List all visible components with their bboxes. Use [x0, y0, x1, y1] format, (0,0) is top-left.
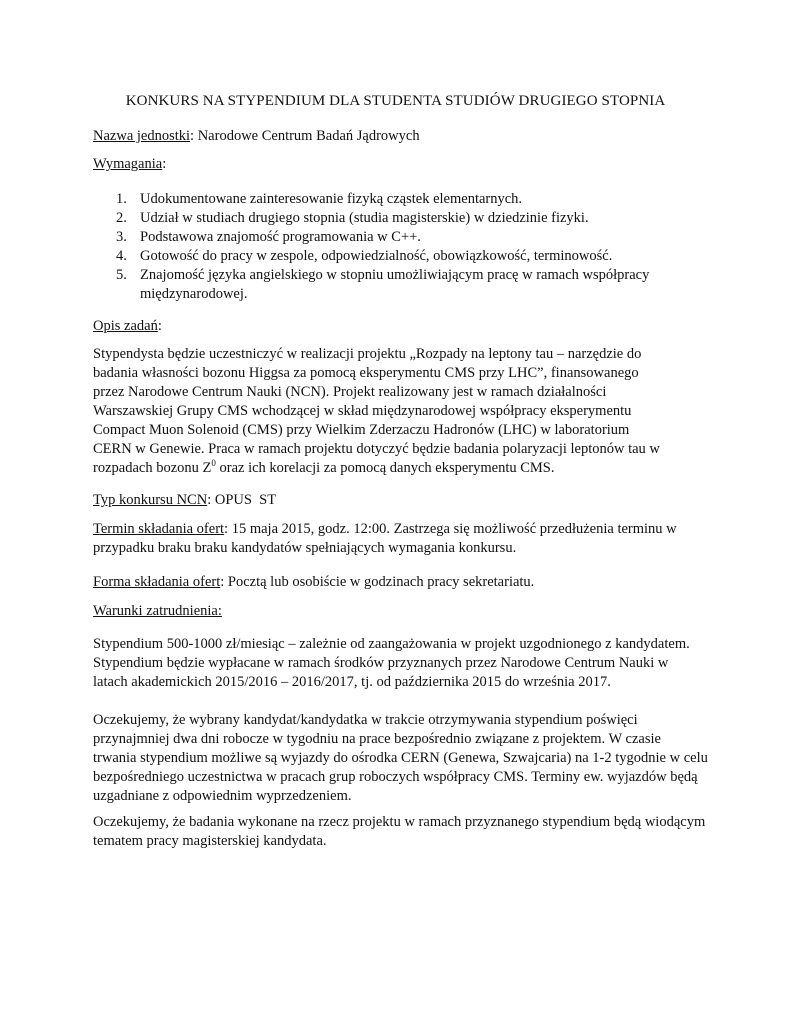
submission-form-label: Forma składania ofert — [93, 574, 221, 590]
list-item — [93, 209, 713, 228]
unit-value: Narodowe Centrum Badań Jądrowych — [197, 128, 420, 144]
employment-paragraph-2: Oczekujemy, że wybrany kandydat/kandydatka w trakcie otrzymywania stypendium poświęci przynajmniej dwa dni robocze w tygodniu na prace bezpośrednio związane z projektem. W czasie trwania stypendium możliwe są wyjazdy do ośrodka CERN (Genewa, Szwajcaria) na 1-2 tygodnie w celu bezpośredniego uczestnictwa w pracach grup roboczych współpracy CMS. Terminy ew. wyjazdów będą uzgadniane z odpowiednim wyprzedzeniem. — [93, 712, 708, 804]
tasks-text-part1: Stypendysta będzie uczestniczyć w realizacji projektu „Rozpady na leptony tau – narzędzie do badania własności bozonu Higgsa za pomocą eksperymentu CMS przy LHC”, finansowanego przez Narodowe Centrum Nauki (NCN). Projekt realizowany jest w ramach działalności Warszawskiej Grupy CMS wchodzącej w skład międzynarodowej współpracy eksperymentu Compact Muon Solenoid (CMS) przy Wielkim Zderzaczu Hadronów (LHC) w laboratorium CERN w Genewie. Praca w ramach projektu dotyczyć będzie badania polaryzacji leptonów tau w rozpadach bozonu Z — [93, 346, 660, 476]
deadline-value: 15 maja 2015, godz. 12:00. Zastrzega się możliwość przedłużenia terminu w przypadku braku braku kandydatów spełniających wymagania konkursu. — [93, 521, 677, 556]
document-title: KONKURS NA STYPENDIUM DLA STUDENTA STUDIÓW DRUGIEGO STOPNIA — [125, 93, 666, 109]
list-item-number: 4. — [116, 248, 127, 264]
list-item-text: Znajomość języka angielskiego w stopniu umożliwiającym pracę w ramach współpracy międzynarodowej. — [140, 267, 650, 302]
requirements-label: Wymagania — [93, 156, 163, 172]
tasks-label: Opis zadań — [93, 318, 158, 334]
list-item-number: 3. — [116, 229, 127, 245]
employment-heading — [93, 602, 713, 621]
submission-form-line: Forma składania ofert: Pocztą lub osobiście w godzinach pracy sekretariatu. — [93, 574, 535, 590]
deadline-label: Termin składania ofert — [93, 521, 225, 537]
unit-line — [93, 127, 713, 146]
submission-form-value: Pocztą lub osobiście w godzinach pracy sekretariatu. — [227, 574, 535, 590]
requirements-heading: Wymagania: — [93, 156, 167, 172]
employment-paragraph-3: Oczekujemy, że badania wykonane na rzecz projektu w ramach przyznanego stypendium będą wiodącym tematem pracy magisterskiej kandydata. — [93, 814, 706, 849]
list-item-number: 1. — [116, 191, 127, 207]
deadline-paragraph: Termin składania ofert: 15 maja 2015, godz. 12:00. Zastrzega się możliwość przedłużenia terminu w przypadku braku braku kandydatów spełniających wymagania konkursu. — [93, 521, 677, 556]
list-item-number: 5. — [116, 267, 127, 283]
list-item-text: Podstawowa znajomość programowania w C++. — [140, 229, 421, 245]
list-item-text: Gotowość do pracy w zespole, odpowiedzialność, obowiązkowość, terminowość. — [140, 248, 613, 264]
tasks-text-part2: oraz ich korelacji za pomocą danych eksperymentu CMS. — [215, 460, 555, 476]
tasks-paragraph — [93, 345, 668, 478]
competition-type-value: OPUS ST — [214, 492, 277, 508]
unit-label: Nazwa jednostki — [93, 128, 191, 144]
list-item — [93, 228, 713, 247]
competition-type-label: Typ konkursu NCN — [93, 492, 208, 508]
tasks-superscript: 0 — [211, 458, 216, 469]
list-item-number: 2. — [116, 210, 127, 226]
unit-colon: : — [190, 128, 198, 144]
list-item — [93, 266, 660, 304]
list-item — [93, 190, 713, 209]
employment-paragraph-1: Stypendium 500-1000 zł/miesiąc – zależnie od zaangażowania w projekt uzgodnionego z kandydatem. Stypendium będzie wypłacane w ramach środków przyznanych przez Narodowe Centrum Nauki w latach akademickich 2015/2016 – 2016/2017, tj. od października 2015 do września 2017. — [93, 636, 690, 690]
list-item — [93, 247, 713, 266]
competition-type-line: Typ konkursu NCN: OPUS ST — [93, 492, 277, 508]
list-item-text: Udział w studiach drugiego stopnia (studia magisterskie) w dziedzinie fizyki. — [140, 210, 589, 226]
tasks-heading: Opis zadań: — [93, 318, 162, 334]
requirements-list — [93, 190, 713, 304]
list-item-text: Udokumentowane zainteresowanie fizyką cząstek elementarnych. — [140, 191, 523, 207]
employment-label: Warunki zatrudnienia: — [93, 603, 222, 619]
